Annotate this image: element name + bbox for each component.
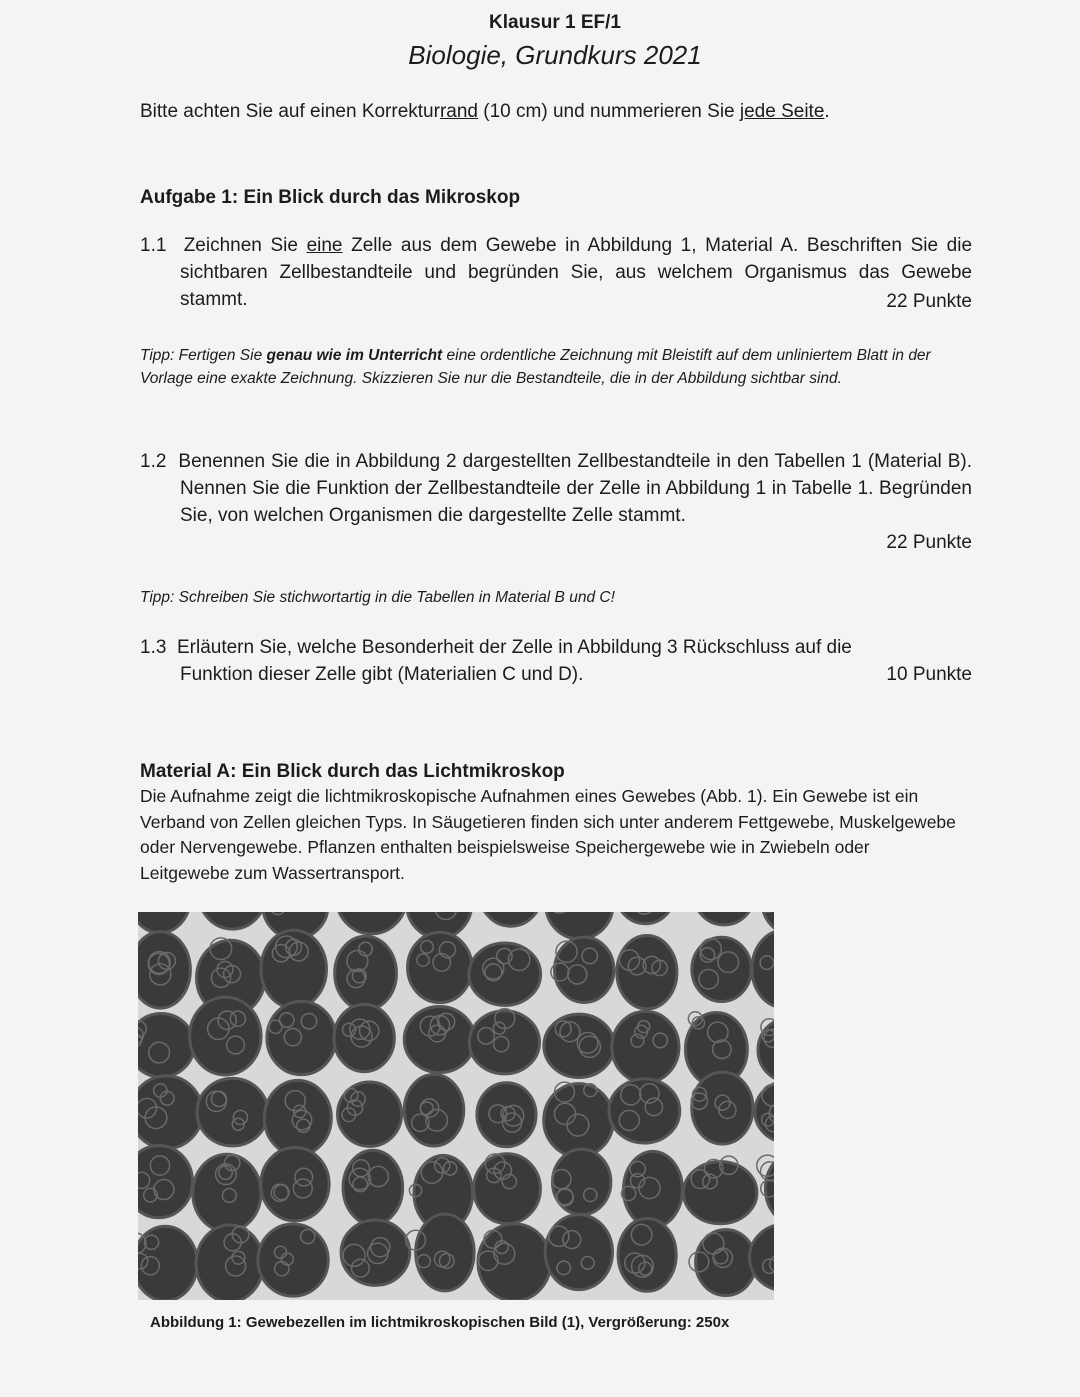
cell [478, 1224, 551, 1300]
course-title: Biologie, Grundkurs 2021 [408, 40, 702, 70]
micrograph-image [138, 912, 774, 1300]
cell [338, 1082, 402, 1146]
cell [341, 1220, 410, 1285]
points: 22 Punkte [886, 532, 972, 553]
cell [408, 932, 472, 1002]
cell [197, 1078, 268, 1145]
points: 10 Punkte [886, 664, 972, 685]
cell [138, 1145, 193, 1217]
cell [545, 1215, 612, 1290]
cell [343, 1150, 403, 1224]
tip-2: Tipp: Schreiben Sie stichwortartig in die Tabellen in Material B und C! [140, 589, 615, 606]
cell [609, 1079, 680, 1143]
cell [683, 1162, 756, 1224]
cell [138, 1076, 202, 1149]
cell [138, 932, 190, 1008]
question-1-2: 1.2 Benennen Sie die in Abbildung 2 dargestellten Zellbestandteile in den Tabellen 1 (Material B). Nennen Sie die Funktion der Zellbestandteile der Zelle in Abbildung 1 in Tabelle 1. Begründen Sie, von welchen Organismen die dargestellte Zelle stammt. 22 Punkte [140, 448, 972, 529]
material-a-title: Material A: Ein Blick durch das Lichtmikroskop [140, 761, 565, 782]
figure-caption: Abbildung 1: Gewebezellen im lichtmikroskopischen Bild (1), Vergrößerung: 250x [150, 1314, 730, 1331]
question-1-3: 1.3 Erläutern Sie, welche Besonderheit der Zelle in Abbildung 3 Rückschluss auf die Funktion dieser Zelle gibt (Materialien C und D). 10 Punkte [140, 634, 972, 688]
points: 22 Punkte [886, 291, 972, 312]
question-1-1: 1.1 Zeichnen Sie eine Zelle aus dem Gewebe in Abbildung 1, Material A. Beschriften Sie die sichtbaren Zellbestandteile und begründen Sie, aus welchem Organismus das Gewebe stammt. 22 Punkte [140, 232, 972, 313]
exam-title: Klausur 1 EF/1 [489, 12, 621, 33]
cell [612, 1011, 679, 1082]
cell [196, 1225, 263, 1300]
task-heading: Aufgabe 1: Ein Blick durch das Mikroskop [140, 187, 521, 208]
cell [618, 1218, 676, 1291]
instruction: Bitte achten Sie auf einen Korrekturrand (10 cm) und nummerieren Sie jede Seite. [140, 101, 830, 122]
tip-1: Tipp: Fertigen Sie genau wie im Unterricht eine ordentliche Zeichnung mit Bleistift auf dem unliniertem Blatt in der Vorlage eine exakte Zeichnung. Skizzieren Sie nur die Bestandteile, die in der Abbildung sichtbar sind. [140, 347, 931, 387]
cell [692, 1072, 753, 1144]
material-a-text: Die Aufnahme zeigt die lichtmikroskopische Aufnahmen eines Gewebes (Abb. 1). Ein Gewebe ist ein Verband von Zellen gleichen Typs. In Säugetieren finden sich unter anderem Fettgewebe, Muskelgewebe oder Nervengewebe. Pflanzen enthalten beispielsweise Speichergewebe wie in Zwiebeln oder Leitgewebe zum Wassertransport. [140, 786, 956, 883]
cell [555, 937, 614, 1002]
cell [469, 943, 541, 1005]
cell [261, 930, 326, 1008]
